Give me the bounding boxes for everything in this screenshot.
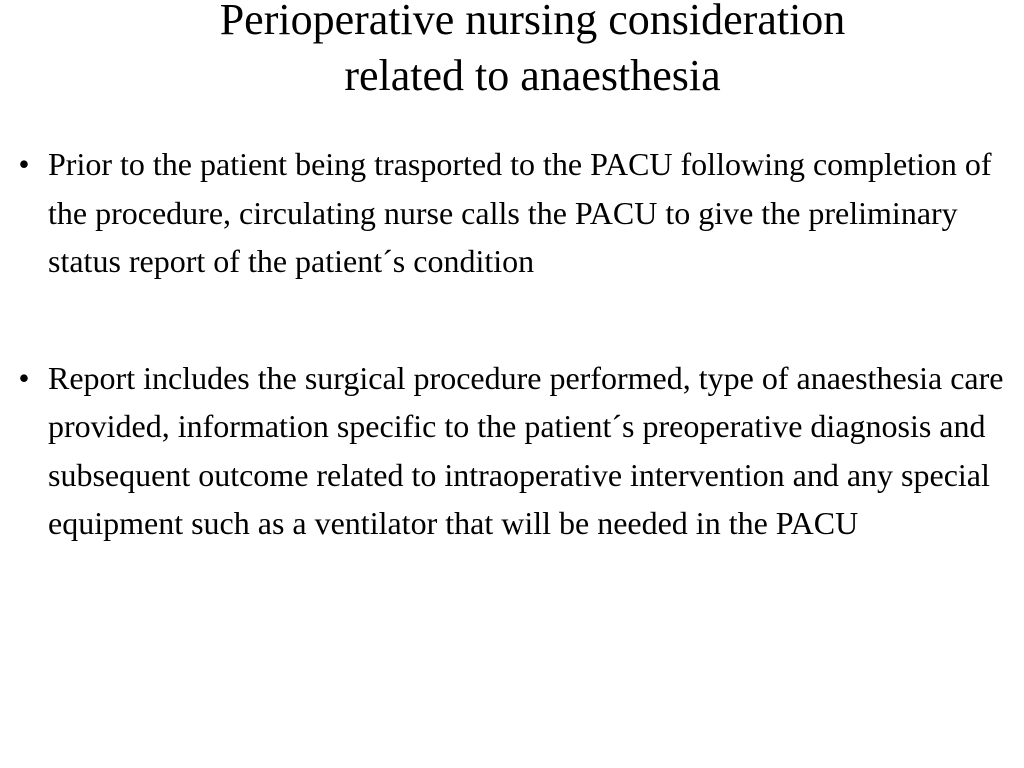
bullet-item-report-contents xyxy=(0,354,1024,548)
slide-title xyxy=(80,0,985,104)
slide-title-line-1: Perioperative nursing consideration xyxy=(219,0,846,44)
bullet-text: Report includes the surgical procedure performed, type of anaesthesia care provided, information specific to the patient´s preoperative diagnosis and subsequent outcome related to intraoperative intervention and any special equipment such as a ventilator that will be needed in the PACU xyxy=(48,359,1004,541)
bullet-item-pacu-call xyxy=(0,140,1024,286)
slide-title-line-2: related to anaesthesia xyxy=(344,51,721,100)
bullet-dot-icon: • xyxy=(18,359,30,396)
bullet-list xyxy=(0,140,1024,616)
bullet-text: Prior to the patient being trasported to the PACU following completion of the procedure, circulating nurse calls the PACU to give the preliminary status report of the patient´s condition xyxy=(48,146,992,279)
bullet-dot-icon: • xyxy=(18,146,30,182)
